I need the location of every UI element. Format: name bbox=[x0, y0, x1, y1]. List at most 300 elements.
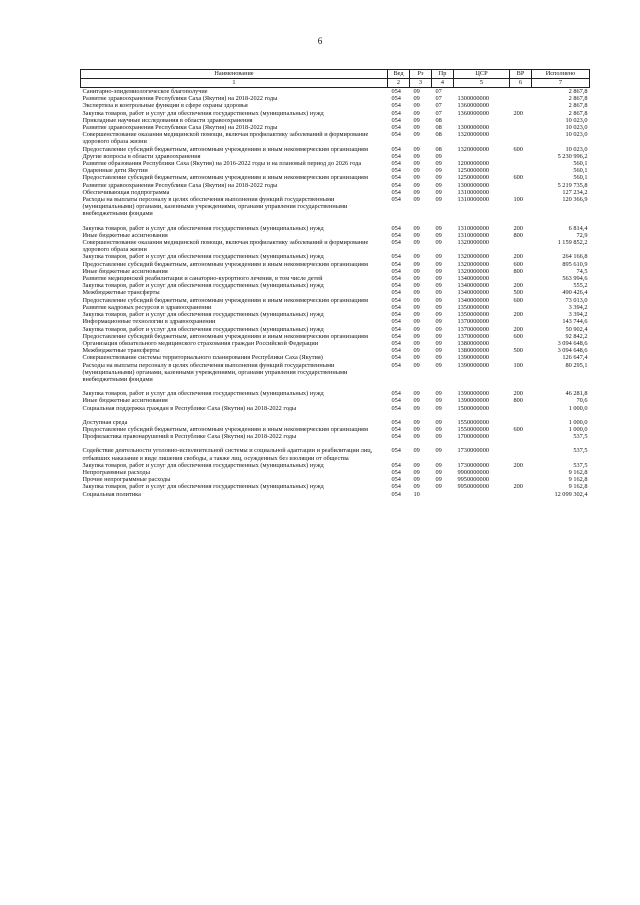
row-executed-amount: 563 994,6 bbox=[562, 275, 588, 283]
row-spacer bbox=[81, 412, 590, 419]
column-number: 7 bbox=[532, 79, 590, 88]
row-executed-amount: 3 094 648,6 bbox=[557, 347, 588, 355]
row-rz: 09 bbox=[413, 267, 420, 275]
table-row bbox=[81, 275, 590, 282]
row-csr: 1250000000 bbox=[457, 174, 489, 182]
row-rz: 09 bbox=[413, 95, 420, 103]
row-vr bbox=[510, 469, 532, 476]
row-ved: 054 bbox=[391, 490, 401, 498]
row-name: Развитие образования Республики Саха (Якутия) на 2016-2022 годы и на плановый период до 2026 года bbox=[82, 160, 362, 168]
row-rz: 09 bbox=[413, 390, 420, 398]
row-rz: 09 bbox=[413, 88, 420, 95]
row-pr: 09 bbox=[435, 231, 442, 239]
row-rz: 09 bbox=[413, 289, 420, 297]
row-rz: 09 bbox=[413, 282, 420, 290]
column-number: 4 bbox=[432, 79, 454, 88]
row-name: Закупка товаров, работ и услуг для обеспечения государственных (муниципальных) нужд bbox=[82, 282, 324, 290]
row-name: Профилактика правонарушений в Республике Саха (Якутия) на 2018-2022 годы bbox=[82, 433, 297, 441]
row-name: Развитие медицинской реабилитации и санаторно-курортного лечения, в том числе детей bbox=[82, 275, 323, 283]
table-row bbox=[81, 253, 590, 260]
row-vr bbox=[510, 95, 532, 102]
row-executed-amount: 2 867,8 bbox=[568, 109, 588, 117]
row-ved: 054 bbox=[391, 425, 401, 433]
row-name: Предоставление субсидий бюджетным, автономным учреждениям и иным некоммерческим организациям bbox=[82, 145, 368, 153]
row-rz: 09 bbox=[413, 418, 420, 426]
table-row bbox=[81, 196, 590, 218]
row-rz: 09 bbox=[413, 318, 420, 326]
row-ved: 054 bbox=[391, 260, 401, 268]
table-row bbox=[81, 419, 590, 426]
row-executed-amount: 10 023,0 bbox=[565, 124, 588, 132]
row-csr: 9950000000 bbox=[457, 476, 489, 484]
table-row bbox=[81, 311, 590, 318]
row-name: Организация обязательного медицинского страхования граждан Российской Федерации bbox=[82, 339, 319, 347]
row-executed-amount: 555,2 bbox=[573, 282, 588, 290]
row-ved: 054 bbox=[391, 88, 401, 95]
row-executed-amount: 560,1 bbox=[573, 160, 588, 168]
row-rz: 09 bbox=[413, 145, 420, 153]
header-executed: Исполнено bbox=[532, 70, 590, 79]
row-name: Непрограммные расходы bbox=[82, 468, 150, 476]
table-row bbox=[81, 95, 590, 102]
spacer-cell bbox=[81, 440, 590, 447]
table-row bbox=[81, 304, 590, 311]
table-row bbox=[81, 340, 590, 347]
row-pr: 09 bbox=[435, 224, 442, 232]
table-row bbox=[81, 362, 590, 384]
row-pr: 09 bbox=[435, 311, 442, 319]
table-row bbox=[81, 318, 590, 325]
row-name: Совершенствование оказания медицинской помощи, включая профилактику заболеваний и формирование здорового образа жизни bbox=[82, 131, 369, 146]
row-csr: 1310000000 bbox=[457, 224, 489, 232]
row-executed-amount: 10 023,0 bbox=[565, 131, 588, 139]
row-name: Закупка товаров, работ и услуг для обеспечения государственных (муниципальных) нужд bbox=[82, 253, 324, 261]
row-name: Предоставление субсидий бюджетным, автономным учреждениям и иным некоммерческим организациям bbox=[82, 174, 368, 182]
header-name: Наименование bbox=[81, 70, 388, 79]
row-ved: 054 bbox=[391, 196, 401, 204]
row-ved: 054 bbox=[391, 167, 401, 175]
row-vr bbox=[510, 304, 532, 311]
row-rz: 09 bbox=[413, 311, 420, 319]
column-number-row bbox=[81, 79, 590, 88]
row-name: Расходы на выплаты персоналу в целях обеспечения выполнения функций государственными (муниципальными) органами, казенными учреждениями, органами управления государственными внебюджетными фондами bbox=[82, 196, 348, 218]
header-vr: ВР bbox=[510, 70, 532, 79]
table-row bbox=[81, 261, 590, 268]
column-number: 6 bbox=[510, 79, 532, 88]
table-row bbox=[81, 225, 590, 232]
table-row bbox=[81, 354, 590, 361]
row-executed-amount: 895 610,9 bbox=[562, 260, 588, 268]
row-executed-amount: 1 000,0 bbox=[568, 404, 588, 412]
table-row bbox=[81, 390, 590, 397]
row-pr: 09 bbox=[435, 347, 442, 355]
table-row bbox=[81, 289, 590, 296]
row-ved: 054 bbox=[391, 95, 401, 103]
table-row bbox=[81, 102, 590, 109]
table-row bbox=[81, 433, 590, 440]
row-name: Развитие здравоохранения Республики Саха (Якутия) на 2018-2022 годы bbox=[82, 181, 278, 189]
row-ved: 054 bbox=[391, 325, 401, 333]
row-name: Межбюджетные трансферты bbox=[82, 347, 160, 355]
row-csr: 1200000000 bbox=[457, 160, 489, 168]
row-ved: 054 bbox=[391, 188, 401, 196]
row-executed-amount: 537,5 bbox=[573, 461, 588, 469]
row-pr: 09 bbox=[435, 174, 442, 182]
row-csr: 1390000000 bbox=[457, 361, 489, 369]
row-vr: 200 bbox=[513, 325, 523, 333]
row-csr: 1340000000 bbox=[457, 289, 489, 297]
row-pr: 08 bbox=[435, 131, 442, 139]
row-name: Закупка товаров, работ и услуг для обеспечения государственных (муниципальных) нужд bbox=[82, 325, 324, 333]
row-csr: 1340000000 bbox=[457, 282, 489, 290]
row-pr: 09 bbox=[435, 296, 442, 304]
row-pr: 09 bbox=[435, 483, 442, 491]
row-ved: 054 bbox=[391, 461, 401, 469]
row-rz: 09 bbox=[413, 260, 420, 268]
row-executed-amount: 3 394,2 bbox=[568, 311, 588, 319]
row-rz: 09 bbox=[413, 347, 420, 355]
row-ved: 054 bbox=[391, 239, 401, 247]
row-pr: 09 bbox=[435, 318, 442, 326]
row-csr: 1370000000 bbox=[457, 325, 489, 333]
row-pr: 08 bbox=[435, 145, 442, 153]
row-ved: 054 bbox=[391, 303, 401, 311]
row-rz: 09 bbox=[413, 476, 420, 484]
row-rz: 09 bbox=[413, 181, 420, 189]
header-pr: Пр bbox=[432, 70, 454, 79]
row-vr: 100 bbox=[513, 196, 523, 204]
row-pr: 09 bbox=[435, 167, 442, 175]
row-executed-amount: 46 281,8 bbox=[565, 390, 588, 398]
row-name: Другие вопросы в области здравоохранения bbox=[82, 152, 201, 160]
row-executed-amount: 73 013,0 bbox=[565, 296, 588, 304]
spacer-cell bbox=[81, 412, 590, 419]
row-name: Экспертиза и контрольные функции в сфере охраны здоровья bbox=[82, 102, 248, 110]
row-executed-amount: 560,1 bbox=[573, 174, 588, 182]
row-ved: 054 bbox=[391, 224, 401, 232]
row-ved: 054 bbox=[391, 332, 401, 340]
row-vr: 600 bbox=[513, 145, 523, 153]
row-rz: 09 bbox=[413, 483, 420, 491]
row-executed-amount: 2 867,8 bbox=[568, 88, 588, 95]
row-vr: 200 bbox=[513, 311, 523, 319]
row-vr: 600 bbox=[513, 296, 523, 304]
row-vr: 200 bbox=[513, 109, 523, 117]
row-pr: 09 bbox=[435, 332, 442, 340]
row-ved: 054 bbox=[391, 289, 401, 297]
row-ved: 054 bbox=[391, 231, 401, 239]
row-ved: 054 bbox=[391, 361, 401, 369]
row-vr bbox=[510, 182, 532, 189]
row-rz: 09 bbox=[413, 109, 420, 117]
row-ved: 054 bbox=[391, 275, 401, 283]
row-name: Закупка товаров, работ и услуг для обеспечения государственных (муниципальных) нужд bbox=[82, 390, 324, 398]
row-executed-amount: 120 366,9 bbox=[562, 196, 588, 204]
row-rz: 09 bbox=[413, 468, 420, 476]
row-executed-amount: 537,5 bbox=[573, 447, 588, 455]
table-row bbox=[81, 124, 590, 131]
row-csr: 9900000000 bbox=[457, 468, 489, 476]
row-ved: 054 bbox=[391, 181, 401, 189]
row-name: Закупка товаров, работ и услуг для обеспечения государственных (муниципальных) нужд bbox=[82, 224, 324, 232]
table-row bbox=[81, 476, 590, 483]
row-pr: 09 bbox=[435, 397, 442, 405]
table-row bbox=[81, 174, 590, 181]
row-ved: 054 bbox=[391, 253, 401, 261]
row-csr: 1310000000 bbox=[457, 196, 489, 204]
row-pr: 09 bbox=[435, 404, 442, 412]
row-ved: 054 bbox=[391, 160, 401, 168]
table-row bbox=[81, 326, 590, 333]
row-executed-amount: 143 744,6 bbox=[562, 318, 588, 326]
row-name: Совершенствование оказания медицинской помощи, включая профилактику заболеваний и формирование здорового образа жизни bbox=[82, 239, 369, 254]
row-ved: 054 bbox=[391, 339, 401, 347]
row-vr bbox=[510, 340, 532, 347]
row-vr bbox=[510, 88, 532, 96]
row-ved: 054 bbox=[391, 282, 401, 290]
row-rz: 09 bbox=[413, 447, 420, 455]
table-row bbox=[81, 110, 590, 117]
row-vr bbox=[510, 124, 532, 131]
row-pr: 09 bbox=[435, 461, 442, 469]
row-csr: 1320000000 bbox=[457, 260, 489, 268]
row-executed-amount: 1 159 852,2 bbox=[557, 239, 588, 247]
row-rz: 09 bbox=[413, 124, 420, 132]
spacer-cell bbox=[81, 218, 590, 225]
row-rz: 09 bbox=[413, 231, 420, 239]
page-number: 6 bbox=[317, 36, 323, 46]
column-number: 2 bbox=[388, 79, 410, 88]
row-rz: 09 bbox=[413, 174, 420, 182]
row-pr bbox=[432, 491, 454, 498]
row-name: Санитарно-эпидемиологическое благополучие bbox=[82, 88, 208, 95]
row-vr: 200 bbox=[513, 282, 523, 290]
row-executed-amount: 12 099 302,4 bbox=[554, 490, 588, 498]
row-vr bbox=[510, 354, 532, 361]
row-executed-amount: 3 394,2 bbox=[568, 303, 588, 311]
table-row bbox=[81, 469, 590, 476]
row-name: Социальная политика bbox=[82, 490, 141, 498]
row-csr: 1320000000 bbox=[457, 239, 489, 247]
table-row bbox=[81, 397, 590, 404]
table-row bbox=[81, 146, 590, 153]
row-rz: 09 bbox=[413, 296, 420, 304]
row-rz: 09 bbox=[413, 303, 420, 311]
row-vr bbox=[510, 131, 532, 145]
row-csr: 1550000000 bbox=[457, 425, 489, 433]
row-vr bbox=[510, 491, 532, 498]
row-name: Совершенствование системы территориального планирования Республики Саха (Якутия) bbox=[82, 354, 323, 362]
row-rz: 09 bbox=[413, 461, 420, 469]
row-csr: 1700000000 bbox=[457, 433, 489, 441]
row-vr bbox=[510, 160, 532, 167]
row-ved: 054 bbox=[391, 354, 401, 362]
row-rz: 09 bbox=[413, 167, 420, 175]
row-pr: 09 bbox=[435, 160, 442, 168]
row-csr bbox=[454, 117, 510, 124]
row-rz: 09 bbox=[413, 275, 420, 283]
row-ved: 054 bbox=[391, 468, 401, 476]
row-csr: 1300000000 bbox=[457, 181, 489, 189]
row-executed-amount: 2 867,8 bbox=[568, 102, 588, 110]
row-name: Прикладные научные исследования в области здравоохранения bbox=[82, 116, 253, 124]
row-csr bbox=[454, 88, 510, 96]
header-ved: Вед bbox=[388, 70, 410, 79]
row-csr: 1550000000 bbox=[457, 418, 489, 426]
row-ved: 054 bbox=[391, 390, 401, 398]
row-rz: 09 bbox=[413, 354, 420, 362]
row-ved: 054 bbox=[391, 145, 401, 153]
row-csr: 1390000000 bbox=[457, 354, 489, 362]
row-csr: 9950000000 bbox=[457, 483, 489, 491]
row-executed-amount: 10 023,0 bbox=[565, 145, 588, 153]
column-number: 1 bbox=[81, 79, 388, 88]
row-pr: 09 bbox=[435, 275, 442, 283]
row-executed-amount: 3 094 648,6 bbox=[557, 339, 588, 347]
row-spacer bbox=[81, 218, 590, 225]
row-name: Прочие непрограммные расходы bbox=[82, 476, 171, 484]
row-rz: 09 bbox=[413, 196, 420, 204]
row-executed-amount: 70,6 bbox=[576, 397, 588, 405]
row-csr: 1380000000 bbox=[457, 347, 489, 355]
row-executed-amount: 2 867,8 bbox=[568, 95, 588, 103]
row-name: Предоставление субсидий бюджетным, автономным учреждениям и иным некоммерческим организациям bbox=[82, 332, 368, 340]
table-row bbox=[81, 189, 590, 196]
row-ved: 054 bbox=[391, 296, 401, 304]
row-pr: 09 bbox=[435, 325, 442, 333]
row-ved: 054 bbox=[391, 476, 401, 484]
row-vr bbox=[510, 275, 532, 282]
header-csr: ЦСР bbox=[454, 70, 510, 79]
row-pr: 09 bbox=[435, 188, 442, 196]
row-pr: 07 bbox=[435, 102, 442, 110]
row-csr: 1320000000 bbox=[457, 145, 489, 153]
budget-execution-table bbox=[80, 69, 590, 498]
row-ved: 054 bbox=[391, 404, 401, 412]
row-csr: 1730000000 bbox=[457, 447, 489, 455]
row-vr: 200 bbox=[513, 253, 523, 261]
row-name: Иные бюджетные ассигнования bbox=[82, 231, 168, 239]
row-vr: 800 bbox=[513, 267, 523, 275]
row-executed-amount: 10 023,0 bbox=[565, 116, 588, 124]
row-spacer bbox=[81, 383, 590, 390]
row-pr: 09 bbox=[435, 425, 442, 433]
row-spacer bbox=[81, 440, 590, 447]
row-executed-amount: 9 162,8 bbox=[568, 468, 588, 476]
table-row bbox=[81, 462, 590, 469]
row-vr: 600 bbox=[513, 332, 523, 340]
row-executed-amount: 74,5 bbox=[576, 267, 588, 275]
row-ved: 054 bbox=[391, 102, 401, 110]
row-vr bbox=[510, 476, 532, 483]
row-vr bbox=[510, 419, 532, 426]
row-pr: 07 bbox=[435, 88, 442, 95]
row-pr: 09 bbox=[435, 239, 442, 247]
row-pr: 09 bbox=[435, 447, 442, 455]
row-name: Одаренные дети Якутии bbox=[82, 167, 148, 175]
table-row bbox=[81, 297, 590, 304]
table-row bbox=[81, 117, 590, 124]
row-name: Закупка товаров, работ и услуг для обеспечения государственных (муниципальных) нужд bbox=[82, 109, 324, 117]
row-name: Развитие здравоохранения Республики Саха (Якутия) на 2018-2022 годы bbox=[82, 124, 278, 132]
row-rz: 09 bbox=[413, 361, 420, 369]
row-pr: 09 bbox=[435, 303, 442, 311]
row-vr: 200 bbox=[513, 461, 523, 469]
row-rz: 09 bbox=[413, 116, 420, 124]
row-csr: 1350000000 bbox=[457, 303, 489, 311]
table-row bbox=[81, 405, 590, 412]
row-name: Развитие здравоохранения Республики Саха (Якутия) на 2018-2022 годы bbox=[82, 95, 278, 103]
row-name: Социальная поддержка граждан в Республике Саха (Якутия) на 2018-2022 годы bbox=[82, 404, 297, 412]
row-ved: 054 bbox=[391, 109, 401, 117]
row-vr bbox=[510, 153, 532, 160]
row-csr: 1360000000 bbox=[457, 102, 489, 110]
row-executed-amount: 126 647,4 bbox=[562, 354, 588, 362]
row-executed-amount: 127 234,2 bbox=[562, 188, 588, 196]
row-pr: 08 bbox=[435, 116, 442, 124]
row-name: Иные бюджетные ассигнования bbox=[82, 397, 168, 405]
row-pr: 09 bbox=[435, 361, 442, 369]
row-name: Предоставление субсидий бюджетным, автономным учреждениям и иным некоммерческим организациям bbox=[82, 260, 368, 268]
row-vr: 600 bbox=[513, 174, 523, 182]
row-rz: 09 bbox=[413, 188, 420, 196]
table-row bbox=[81, 160, 590, 167]
row-name: Закупка товаров, работ и услуг для обеспечения государственных (муниципальных) нужд bbox=[82, 483, 324, 491]
row-rz: 09 bbox=[413, 102, 420, 110]
row-pr: 09 bbox=[435, 260, 442, 268]
row-rz: 09 bbox=[413, 239, 420, 247]
row-ved: 054 bbox=[391, 124, 401, 132]
row-executed-amount: 50 902,4 bbox=[565, 325, 588, 333]
row-rz: 09 bbox=[413, 433, 420, 441]
table-row bbox=[81, 333, 590, 340]
row-vr: 800 bbox=[513, 397, 523, 405]
row-ved: 054 bbox=[391, 347, 401, 355]
row-pr: 09 bbox=[435, 339, 442, 347]
row-ved: 054 bbox=[391, 447, 401, 455]
row-rz: 09 bbox=[413, 224, 420, 232]
row-name: Содействие деятельности уголовно-исполнительной системы и социальной адаптации и реабилитации лиц, отбывших наказание в виде лишения свободы, а также лиц, осужденных без изоляции от общества bbox=[82, 447, 373, 462]
row-csr: 1500000000 bbox=[457, 404, 489, 412]
row-vr: 200 bbox=[513, 224, 523, 232]
row-ved: 054 bbox=[391, 131, 401, 139]
row-csr: 1320000000 bbox=[457, 131, 489, 139]
table-row bbox=[81, 88, 590, 96]
row-vr bbox=[510, 447, 532, 461]
row-executed-amount: 5 230 996,2 bbox=[557, 152, 588, 160]
row-rz: 09 bbox=[413, 253, 420, 261]
row-vr: 500 bbox=[513, 289, 523, 297]
row-ved: 054 bbox=[391, 318, 401, 326]
row-pr: 09 bbox=[435, 196, 442, 204]
row-vr bbox=[510, 189, 532, 196]
row-rz: 09 bbox=[413, 397, 420, 405]
row-pr: 09 bbox=[435, 181, 442, 189]
row-name: Развитие кадровых ресурсов в здравоохранении bbox=[82, 303, 212, 311]
row-pr: 09 bbox=[435, 282, 442, 290]
row-vr: 200 bbox=[513, 483, 523, 491]
row-executed-amount: 9 162,8 bbox=[568, 476, 588, 484]
row-rz: 10 bbox=[413, 490, 420, 498]
row-csr: 1300000000 bbox=[457, 95, 489, 103]
row-pr: 09 bbox=[435, 289, 442, 297]
row-rz: 09 bbox=[413, 325, 420, 333]
row-rz: 09 bbox=[413, 404, 420, 412]
row-rz: 09 bbox=[413, 339, 420, 347]
row-vr bbox=[510, 433, 532, 440]
table-header-row bbox=[81, 70, 590, 79]
row-ved: 054 bbox=[391, 483, 401, 491]
